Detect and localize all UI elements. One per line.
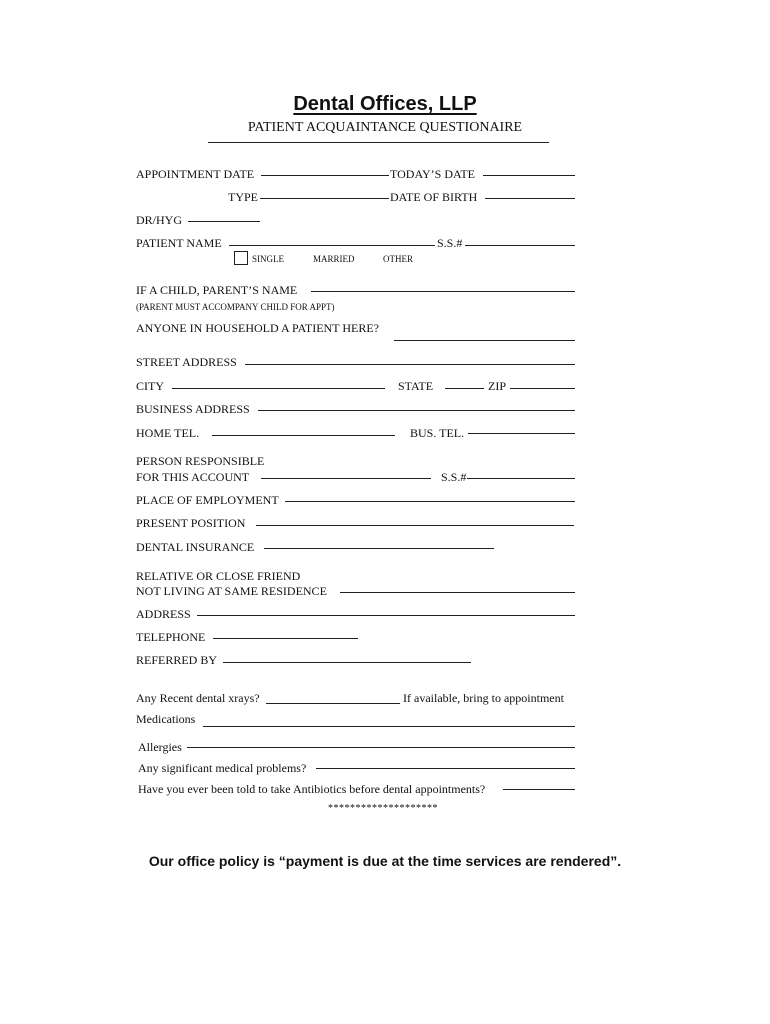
allergies-field[interactable] [187, 747, 575, 748]
place-of-employment-label: PLACE OF EMPLOYMENT [136, 493, 279, 507]
type-field[interactable] [260, 198, 389, 199]
for-this-account-label: FOR THIS ACCOUNT [136, 470, 250, 484]
business-address-label: BUSINESS ADDRESS [136, 402, 250, 416]
city-label: CITY [136, 379, 164, 393]
xrays-field[interactable] [266, 703, 400, 704]
home-tel-field[interactable] [212, 435, 395, 436]
form-title: PATIENT ACQUAINTANCE QUESTIONAIRE [247, 120, 523, 135]
todays-date-label: TODAY’S DATE [390, 167, 476, 181]
relative-label: RELATIVE OR CLOSE FRIEND [136, 569, 301, 583]
patient-name-label: PATIENT NAME [136, 236, 222, 250]
patient-name-field[interactable] [229, 245, 435, 246]
state-field[interactable] [445, 388, 484, 389]
ssn-2-label: S.S.# [441, 470, 467, 484]
todays-date-field[interactable] [483, 175, 575, 176]
status-other-label: OTHER [383, 254, 413, 264]
referred-by-field[interactable] [223, 662, 471, 663]
referred-by-label: REFERRED BY [136, 653, 218, 667]
household-patient-label: ANYONE IN HOUSEHOLD A PATIENT HERE? [136, 321, 379, 335]
date-of-birth-field[interactable] [485, 198, 575, 199]
antibiotics-field[interactable] [503, 789, 575, 790]
appointment-date-label: APPOINTMENT DATE [136, 167, 255, 181]
parents-name-field[interactable] [311, 291, 575, 292]
ssn-label: S.S.# [437, 236, 463, 250]
title-divider [208, 142, 549, 143]
household-patient-field[interactable] [394, 340, 575, 341]
city-field[interactable] [172, 388, 385, 389]
address-field[interactable] [197, 615, 575, 616]
status-single-label: SINGLE [252, 254, 284, 264]
telephone-label: TELEPHONE [136, 630, 206, 644]
dr-hyg-field[interactable] [188, 221, 260, 222]
type-label: TYPE [228, 190, 258, 204]
medical-problems-field[interactable] [316, 768, 575, 769]
present-position-field[interactable] [256, 525, 574, 526]
present-position-label: PRESENT POSITION [136, 516, 246, 530]
bus-tel-field[interactable] [468, 433, 575, 434]
person-responsible-label: PERSON RESPONSIBLE [136, 454, 265, 468]
business-address-field[interactable] [258, 410, 575, 411]
xrays-label: Any Recent dental xrays? [136, 691, 260, 705]
address-label: ADDRESS [136, 607, 191, 621]
date-of-birth-label: DATE OF BIRTH [390, 190, 478, 204]
medical-problems-label: Any significant medical problems? [138, 761, 307, 775]
status-married-label: MARRIED [313, 254, 355, 264]
ssn-field[interactable] [465, 245, 575, 246]
place-of-employment-field[interactable] [285, 501, 575, 502]
not-living-label: NOT LIVING AT SAME RESIDENCE [136, 584, 327, 598]
dental-insurance-field[interactable] [264, 548, 494, 549]
dr-hyg-label: DR/HYG [136, 213, 183, 227]
person-responsible-field[interactable] [261, 478, 431, 479]
zip-field[interactable] [510, 388, 575, 389]
parents-name-label: IF A CHILD, PARENT’S NAME [136, 283, 298, 297]
appointment-date-field[interactable] [261, 175, 389, 176]
medications-label: Medications [136, 712, 196, 726]
state-label: STATE [398, 379, 434, 393]
xrays-note: If available, bring to appointment [403, 691, 564, 705]
medications-field[interactable] [203, 726, 575, 727]
single-checkbox[interactable] [234, 251, 248, 265]
bus-tel-label: BUS. TEL. [410, 426, 465, 440]
allergies-label: Allergies [138, 740, 182, 754]
parent-note: (PARENT MUST ACCOMPANY CHILD FOR APPT) [136, 302, 335, 312]
separator-stars: ******************** [328, 803, 438, 814]
antibiotics-label: Have you ever been told to take Antibiotics before dental appointments? [138, 782, 486, 796]
zip-label: ZIP [488, 379, 506, 393]
street-address-field[interactable] [245, 364, 575, 365]
company-name: Dental Offices, LLP [293, 93, 477, 115]
office-policy: Our office policy is “payment is due at the time services are rendered”. [148, 853, 622, 869]
relative-field[interactable] [340, 592, 575, 593]
street-address-label: STREET ADDRESS [136, 355, 237, 369]
home-tel-label: HOME TEL. [136, 426, 200, 440]
telephone-field[interactable] [213, 638, 358, 639]
dental-insurance-label: DENTAL INSURANCE [136, 540, 255, 554]
ssn-2-field[interactable] [467, 478, 575, 479]
